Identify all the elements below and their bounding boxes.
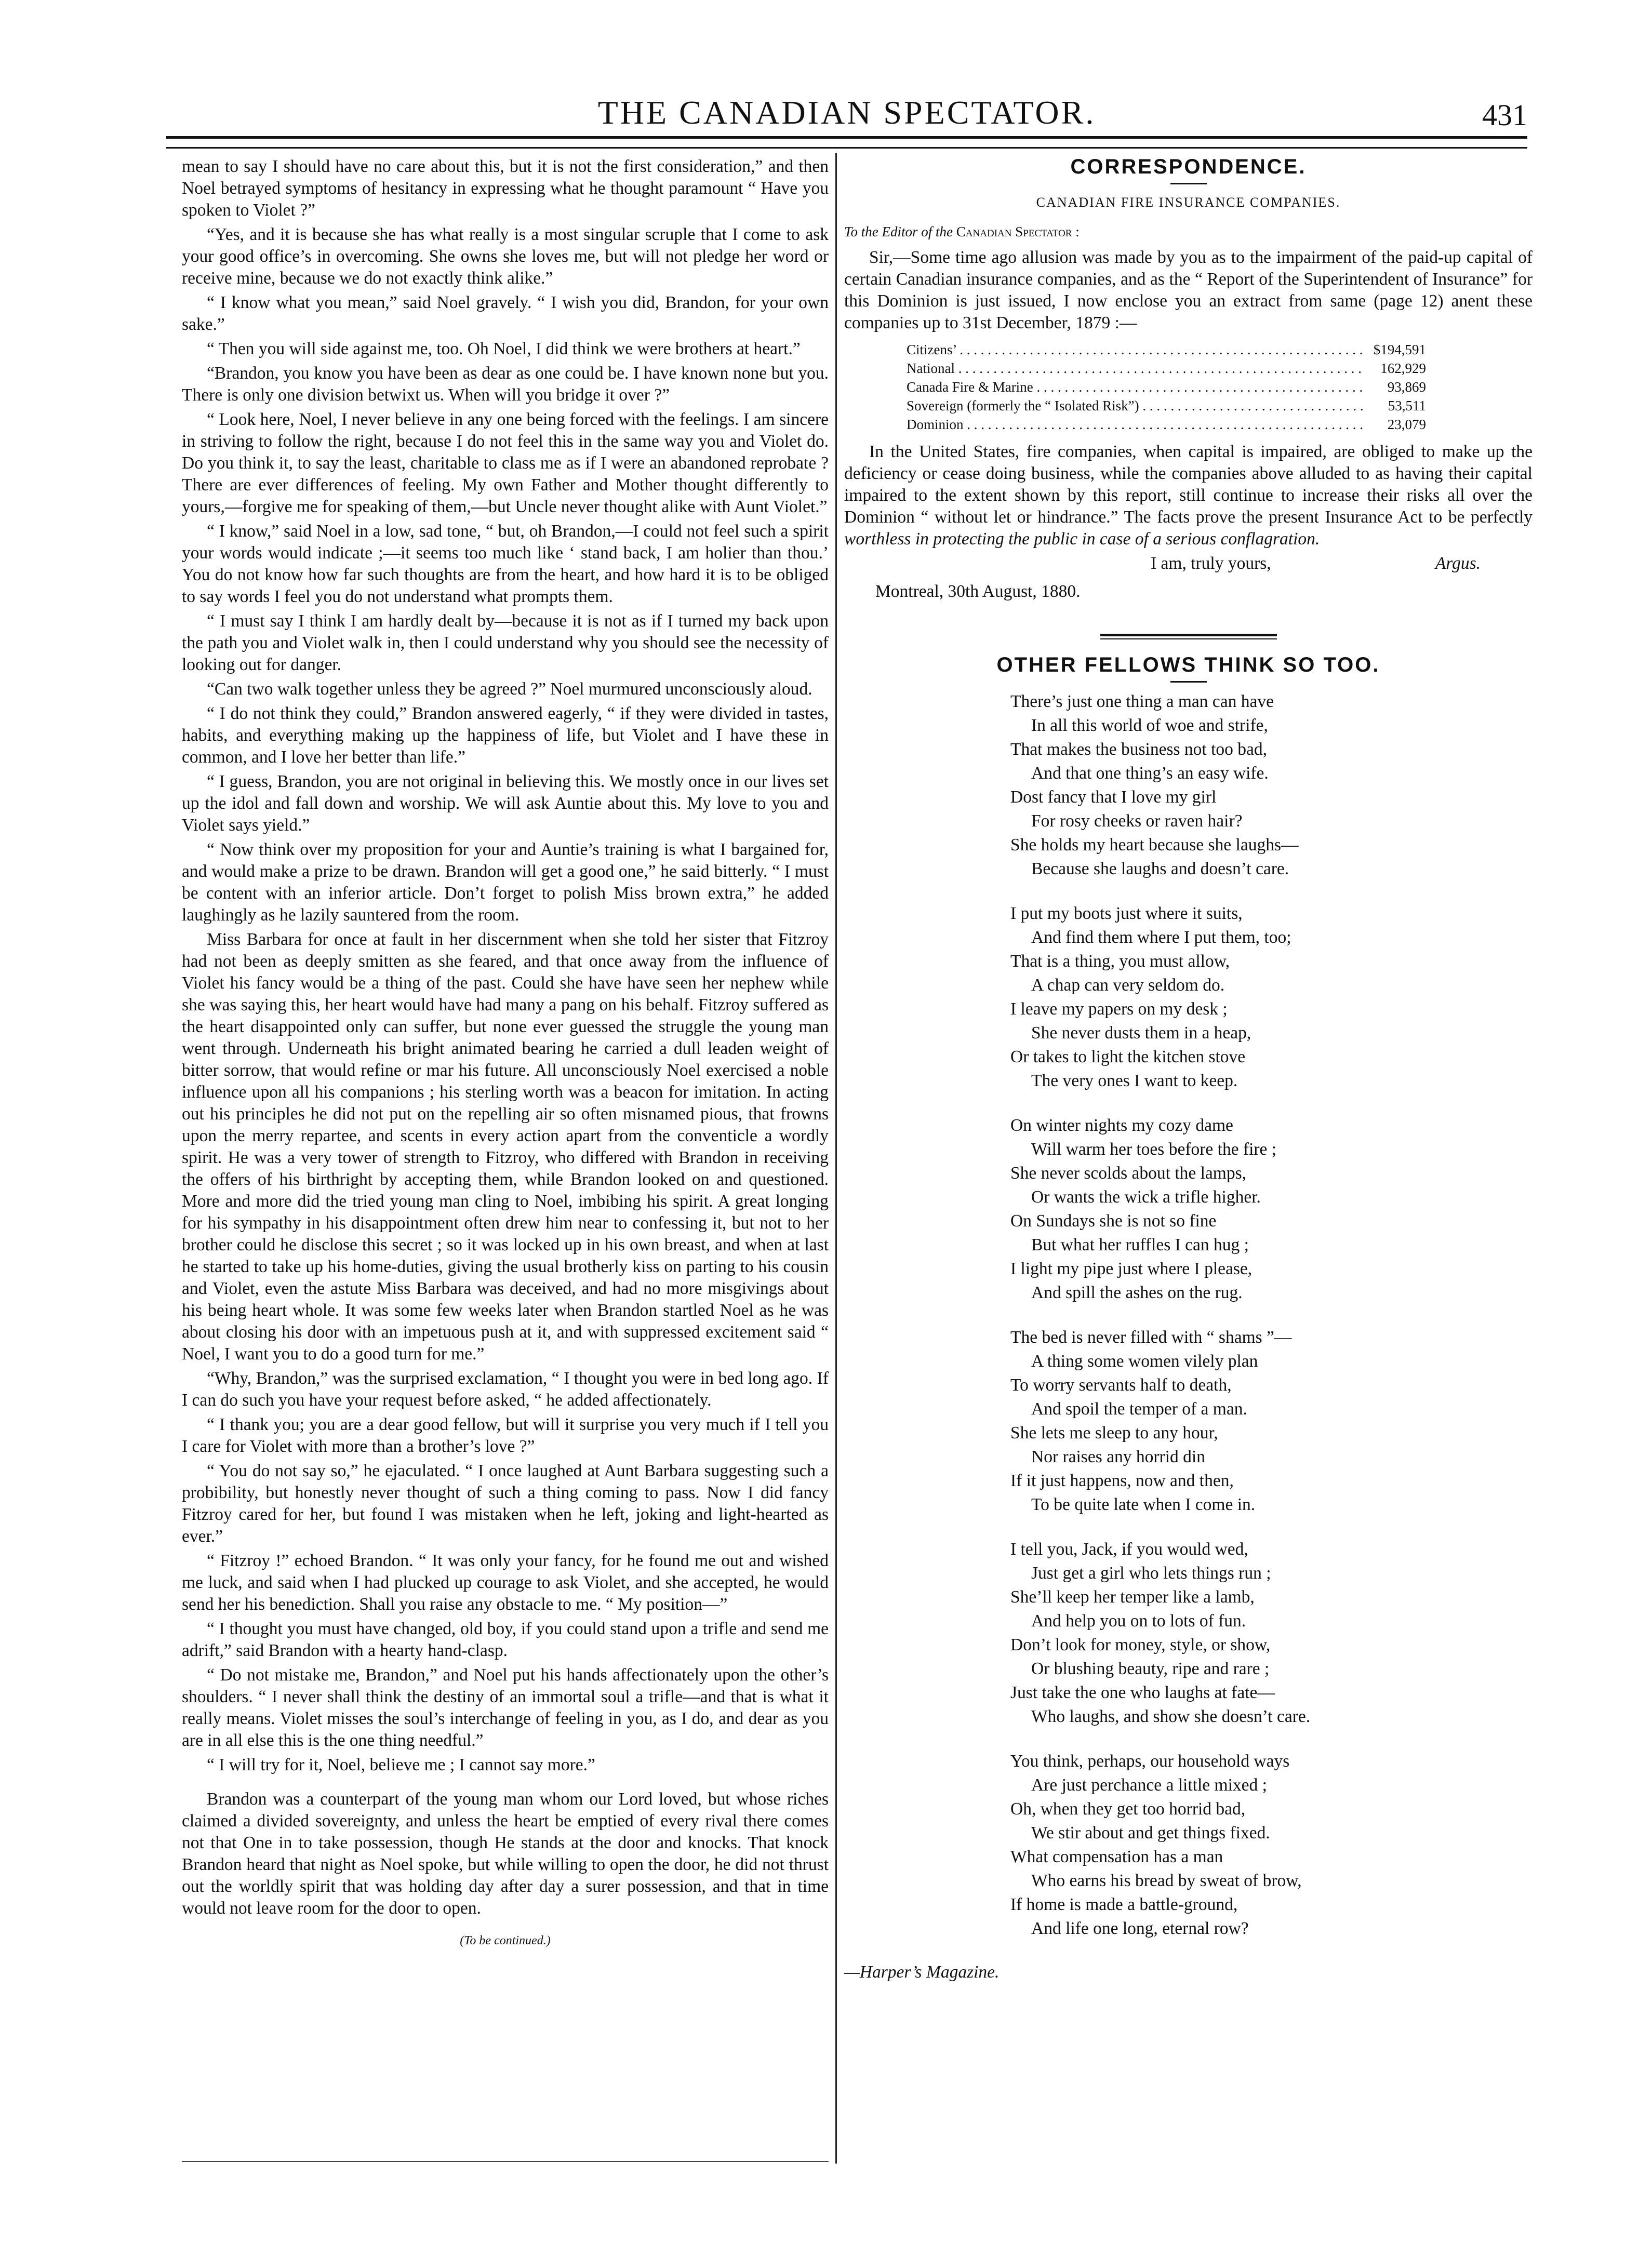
story-paragraph: “ Fitzroy !” echoed Brandon. “ It was only your fancy, for he found me out and wished me luck, and said when I had plucked up courage to ask Violet, and she accepted, he would send her his benediction. Shall you raise any obstacle to me. “ My position—” bbox=[182, 1551, 829, 1614]
poem-line: But what her ruffles I can hug ; bbox=[1031, 1235, 1249, 1254]
story-paragraph: “ I must say I think I am hardly dealt by—because it is not as if I turned my back upon the path you and Violet walk in, then I could understand why you should see the necessity of looking out for danger. bbox=[182, 611, 829, 674]
poem-line: Dost fancy that I love my girl bbox=[1010, 787, 1217, 807]
poem-line: And spoil the temper of a man. bbox=[1031, 1399, 1247, 1419]
poem-line: For rosy cheeks or raven hair? bbox=[1031, 811, 1243, 831]
letter-paragraph-text: In the United States, fire companies, when capital is impaired, are obliged to make up the deficiency or cease doing business, while the companies above alluded to as having their capital impaired to the extent shown by this report, still continue to increase their risks all over the Dominion “ without let or hindrance.” The facts prove the present Insurance Act to be perfectly bbox=[844, 442, 1533, 527]
poem-title: OTHER FELLOWS THINK SO TOO. bbox=[996, 653, 1380, 676]
poem-line: That is a thing, you must allow, bbox=[1010, 952, 1230, 971]
poem-line: I put my boots just where it suits, bbox=[1010, 904, 1243, 923]
poem-line: She never dusts them in a heap, bbox=[1031, 1023, 1251, 1043]
poem-line: And help you on to lots of fun. bbox=[1031, 1611, 1246, 1631]
poem-line: I tell you, Jack, if you would wed, bbox=[1010, 1540, 1248, 1559]
poem-line: She never scolds about the lamps, bbox=[1010, 1164, 1247, 1183]
poem-line: A thing some women vilely plan bbox=[1031, 1352, 1258, 1371]
poem-stanza bbox=[1010, 1326, 1533, 1517]
figure-row bbox=[907, 378, 1426, 396]
poem-line: If home is made a battle-ground, bbox=[1010, 1895, 1238, 1914]
story-column bbox=[182, 156, 829, 1952]
letter-signature: Argus. bbox=[1435, 554, 1481, 573]
poem-line: There’s just one thing a man can have bbox=[1010, 692, 1274, 711]
poem-line: And that one thing’s an easy wife. bbox=[1031, 764, 1269, 783]
poem-line: Just take the one who laughs at fate— bbox=[1010, 1683, 1275, 1702]
poem-line: She lets me sleep to any hour, bbox=[1010, 1423, 1218, 1443]
figure-row bbox=[907, 396, 1426, 415]
poem-line: Or blushing beauty, ripe and rare ; bbox=[1031, 1659, 1270, 1678]
poem-line: Because she laughs and doesn’t care. bbox=[1031, 859, 1289, 878]
poem-line: We stir about and get things fixed. bbox=[1031, 1823, 1270, 1843]
poem-stanza bbox=[1010, 902, 1533, 1093]
poem-line: And life one long, eternal row? bbox=[1031, 1919, 1249, 1938]
company-value: 93,869 bbox=[1387, 379, 1426, 395]
story-paragraph: “ Do not mistake me, Brandon,” and Noel put his hands affectionately upon the other’s shoulders. “ I never shall think the destiny of an immortal soul a trifle—and that is what it really means. Violet misses the soul’s interchange of feeling in you, as I do, and dear as you are in all else this is the one thing needful.” bbox=[182, 1665, 829, 1750]
story-paragraph: “Brandon, you know you have been as dear as one could be. I have known none but you. There is only one division betwixt us. When will you bridge it over ?” bbox=[182, 364, 829, 405]
story-paragraph: “Yes, and it is because she has what really is a most singular scruple that I come to ask your good office’s in overcoming. She owns she loves me, but will not pledge her word or receive mine, because we do not exactly think alike.” bbox=[182, 225, 829, 288]
story-paragraph: “ I thank you; you are a dear good fellow, but will it surprise you very much if I tell you I care for Violet with more than a brother’s love ?” bbox=[182, 1415, 829, 1456]
poem-stanza bbox=[1010, 1538, 1533, 1729]
story-paragraph: “ You do not say so,” he ejaculated. “ I once laughed at Aunt Barbara suggesting such a probibility, but honestly never thought of such a thing coming to pass. Now I did fancy Fitzroy cared for her, but found I was mistaken when he left, joking and light-hearted as ever.” bbox=[182, 1461, 829, 1546]
company-name: Citizens’ . . . bbox=[907, 340, 1364, 359]
poem-stanza bbox=[1010, 690, 1533, 881]
figure-row bbox=[907, 359, 1426, 378]
correspondence-heading: CORRESPONDENCE. bbox=[1070, 155, 1307, 178]
company-name: Canada Fire & Marine . . . bbox=[907, 378, 1364, 396]
company-name: Sovereign (formerly the “ Isolated Risk”) . . . bbox=[907, 396, 1364, 415]
salutation-prefix: To the Editor of the bbox=[844, 224, 953, 239]
masthead bbox=[166, 94, 1527, 140]
signature-line bbox=[844, 553, 1533, 575]
poem-line: I leave my papers on my desk ; bbox=[1010, 999, 1228, 1019]
story-paragraph: “ I do not think they could,” Brandon answered eagerly, “ if they were divided in tastes, habits, and everything making up the happiness of life, but Violet and I have these in common, and I love her better than life.” bbox=[182, 704, 829, 767]
poem-line: On winter nights my cozy dame bbox=[1010, 1116, 1233, 1135]
story-paragraph: “ Then you will side against me, too. Oh Noel, I did think we were brothers at heart.” bbox=[207, 339, 801, 358]
letter-closing: I am, truly yours, bbox=[1151, 554, 1271, 573]
poem-line: Are just perchance a little mixed ; bbox=[1031, 1775, 1267, 1795]
poem-line: If it just happens, now and then, bbox=[1010, 1471, 1234, 1490]
salutation-paper: Canadian Spectator : bbox=[956, 224, 1080, 239]
masthead-rule bbox=[166, 136, 1527, 149]
poem-line: Or wants the wick a trifle higher. bbox=[1031, 1187, 1261, 1207]
poem-line: Who laughs, and show she doesn’t care. bbox=[1031, 1707, 1311, 1726]
section-divider bbox=[1100, 634, 1277, 639]
correspondence-subheading: CANADIAN FIRE INSURANCE COMPANIES. bbox=[1036, 195, 1341, 210]
company-value: $194,591 bbox=[1373, 342, 1426, 357]
story-paragraph: “Why, Brandon,” was the surprised exclamation, “ I thought you were in bed long ago. If I can do such you have your request before asked, “ he added affectionately. bbox=[182, 1369, 829, 1410]
poem-stanza bbox=[1010, 1114, 1533, 1305]
poem-line: She holds my heart because she laughs— bbox=[1010, 835, 1299, 855]
letter-place-date: Montreal, 30th August, 1880. bbox=[875, 582, 1081, 601]
poem-line: You think, perhaps, our household ways bbox=[1010, 1752, 1290, 1771]
poem-line: What compensation has a man bbox=[1010, 1847, 1223, 1866]
story-paragraph: “ I know,” said Noel in a low, sad tone, “ but, oh Brandon,—I could not feel such a spirit your words would indicate ;—it seems too much like ‘ stand back, I am holier than thou.’ You do not know how far such thoughts are from the heart, and how hard it is to be obliged to say words I feel you do not understand what prompts them. bbox=[182, 522, 829, 606]
story-paragraph: “ I guess, Brandon, you are not original in believing this. We mostly once in our lives set up the idol and fall down and worship. We will ask Auntie about this. My love to you and Violet says yield.” bbox=[182, 772, 829, 835]
company-value: 23,079 bbox=[1387, 417, 1426, 432]
masthead-title: THE CANADIAN SPECTATOR. bbox=[597, 94, 1096, 131]
salutation bbox=[844, 221, 1533, 243]
figure-row bbox=[907, 340, 1426, 359]
letter-paragraph: Sir,—Some time ago allusion was made by you as to the impairment of the paid-up capital of certain Canadian insurance companies, and as the “ Report of the Superintendent of Insurance” for this Dominion is just issued, I now enclose you an extract from same (page 12) anent these companies up to 31st December, 1879 :— bbox=[844, 248, 1533, 332]
poem-title-rule bbox=[1170, 681, 1207, 683]
story-paragraph: Miss Barbara for once at fault in her discernment when she told her sister that Fitzroy had not been as deeply smitten as she feared, and that once away from the influence of Violet his fancy would be a thing of the past. Could she have have seen her nephew while she was saying this, her heart would have had many a pang on his behalf. Fitzroy suffered as the heart disappointed only can suffer, but none ever guessed the struggle the young man went through. Underneath his bright animated bearing he carried a dull leaden weight of bitter sorrow, that would refine or mar his future. All unconsciously Noel exercised a noble influence upon all his companions ; his sterling worth was a beacon for imitation. In acting out his principles he did not put on the repelling air so often misnamed pious, that frowns upon the merry repartee, and scents in every action apart from the conventicle a wordly spirit. He was a very tower of strength to Fitzroy, who differed with Brandon in receiving the offers of his birthright by accepting them, while Brandon looked on and questioned. More and more did the tried young man cling to Noel, imbibing his spirit. A great longing for his sympathy in his disappointment often drew him near to confessing it, but not to her brother could he disclose this secret ; so it was locked up in his own breast, and when at last he started to take up his home-duties, giving the usual brotherly kiss on parting to his cousin and Violet, even the astute Miss Barbara was deceived, and had no more misgivings about his being heart whole. It was some few weeks later when Brandon startled Noel as he was about closing his door with an impetuous push at it, and with suppressed excitement said “ Noel, I want you to do a good turn for me.” bbox=[182, 930, 829, 1364]
poem-line: To worry servants half to death, bbox=[1010, 1376, 1232, 1395]
poem-attribution: —Harper’s Magazine. bbox=[844, 1962, 1000, 1982]
poem-line: On Sundays she is not so fine bbox=[1010, 1211, 1217, 1231]
company-value: 162,929 bbox=[1380, 361, 1426, 376]
poem-line: That makes the business not too bad, bbox=[1010, 740, 1268, 759]
poem-line: To be quite late when I come in. bbox=[1031, 1495, 1256, 1514]
story-paragraph: “ Look here, Noel, I never believe in any one being forced with the feelings. I am sincere in striving to follow the right, because I do not feel this in the same way you and Violet do. Do you think it, to say the least, charitable to class me as if I were an abandoned reprobate ? There are ever differences of feeling. My own Father and Mother thought differently to yours,—forgive me for speaking of them,—but Uncle never thought alike with Aunt Violet.” bbox=[182, 410, 829, 516]
company-name: Dominion . . . bbox=[907, 415, 1364, 434]
company-name: National . . . bbox=[907, 359, 1364, 378]
poem-line: Just get a girl who lets things run ; bbox=[1031, 1564, 1271, 1583]
poem-line: Who earns his bread by sweat of brow, bbox=[1031, 1871, 1302, 1890]
company-value: 53,511 bbox=[1388, 398, 1426, 413]
poem bbox=[1010, 690, 1533, 1941]
to-be-continued: (To be continued.) bbox=[460, 1934, 551, 1947]
poem-line: A chap can very seldom do. bbox=[1031, 976, 1225, 995]
column-separator bbox=[835, 153, 837, 2164]
poem-line: And find them where I put them, too; bbox=[1031, 928, 1291, 947]
poem-line: Nor raises any horrid din bbox=[1031, 1447, 1205, 1466]
poem-stanza bbox=[1010, 1750, 1533, 1941]
insurance-figures-table bbox=[907, 340, 1426, 434]
right-column bbox=[844, 156, 1533, 1983]
poem-line: The very ones I want to keep. bbox=[1031, 1071, 1238, 1090]
letter-emphasis: worthless in protecting the public in case of a serious conflagration. bbox=[844, 529, 1320, 549]
letter-paragraph bbox=[844, 441, 1533, 550]
story-paragraph: “ Now think over my proposition for your and Auntie’s training is what I bargained for, and would make a prize to be drawn. Brandon will get a good one,” he said bitterly. “ I must be content with an inferior article. Don’t forget to polish Miss brown extra,” he added laughingly as he lazily sauntered from the room. bbox=[182, 840, 829, 925]
poem-line: Don’t look for money, style, or show, bbox=[1010, 1635, 1271, 1654]
story-paragraph: “ I will try for it, Noel, believe me ; I cannot say more.” bbox=[207, 1755, 595, 1774]
poem-line: In all this world of woe and strife, bbox=[1031, 716, 1268, 735]
poem-line: Or takes to light the kitchen stove bbox=[1010, 1047, 1246, 1066]
story-paragraph: mean to say I should have no care about this, but it is not the first consideration,” and then Noel betrayed symptoms of hesitancy in expressing what he thought paramount “ Have you spoken to Violet ?” bbox=[182, 157, 829, 220]
story-paragraph: “ I thought you must have changed, old boy, if you could stand upon a trifle and send me adrift,” said Brandon with a hearty hand-clasp. bbox=[182, 1619, 829, 1660]
poem-line: Will warm her toes before the fire ; bbox=[1031, 1140, 1277, 1159]
story-paragraph: Brandon was a counterpart of the young man whom our Lord loved, but whose riches claimed a divided sovereignty, and unless the heart be emptied of every rival there comes not that One in to take possession, though He stands at the door and knocks. That knock Brandon heard that night as Noel spoke, but while willing to open the door, he did not thrust out the worldly spirit that was holding day after day a surer possession, and that in time would not leave room for the door to open. bbox=[182, 1790, 829, 1918]
bottom-rule bbox=[182, 2161, 829, 2162]
figure-row bbox=[907, 415, 1426, 434]
poem-line: She’ll keep her temper like a lamb, bbox=[1010, 1587, 1255, 1607]
story-paragraph: “Can two walk together unless they be agreed ?” Noel murmured unconsciously aloud. bbox=[207, 679, 812, 699]
poem-line: And spill the ashes on the rug. bbox=[1031, 1283, 1243, 1302]
poem-line: Oh, when they get too horrid bad, bbox=[1010, 1799, 1246, 1819]
page-number: 431 bbox=[1482, 98, 1527, 132]
story-paragraph: “ I know what you mean,” said Noel gravely. “ I wish you did, Brandon, for your own sake.” bbox=[182, 293, 829, 334]
heading-rule bbox=[1170, 183, 1207, 184]
poem-line: The bed is never filled with “ shams ”— bbox=[1010, 1328, 1292, 1347]
poem-line: I light my pipe just where I please, bbox=[1010, 1259, 1253, 1278]
